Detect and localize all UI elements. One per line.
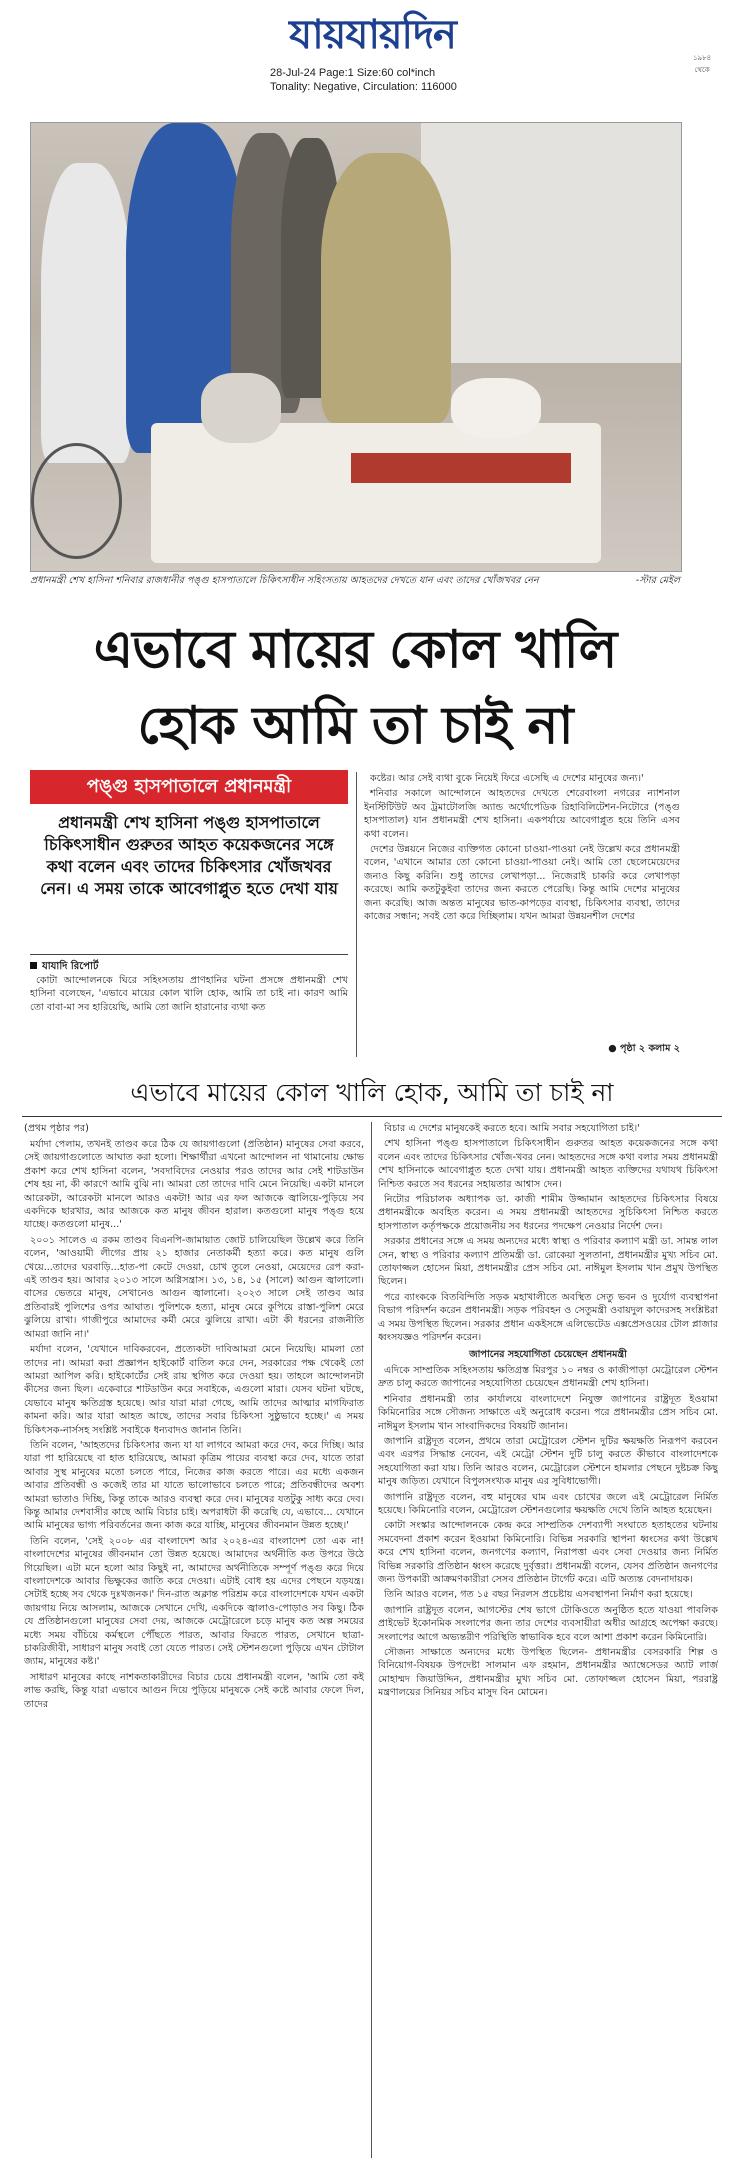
body-paragraph: এদিকে সাম্প্রতিক সহিংসতায় ক্ষতিগ্রস্ত মিরপুর ১০ নম্বর ও কাজীপাড়া মেট্রোরেল স্টেশন দ্রুত চালু করতে জাপানের সহযোগিতা চেয়েছেন প্রধানমন্ত্রী শেখ হাসিনা। [378,1364,718,1390]
continued-marker: ● পৃষ্ঠা ২ কলাম ২ [608,1043,680,1054]
body-paragraph: জাপানি রাষ্ট্রদূত বলেন, আগস্টের শেষ ভাগে টোকিওতে অনুষ্ঠিত হতে যাওয়া পাবলিক প্রাইভেট ইকোনমিক সংলাপের জন্য তার দেশের ব্যবসায়ীরা অধীর আগ্রহে অপেক্ষা করছে। সংলাপের আগে অভ্যন্তরীণ পরিস্থিতি স্বাভাবিক হবে বলে আশা প্রকাশ করেন কিমিনোরি। [378,1604,718,1643]
body-paragraph: মর্যাদা বলেন, 'যেখানে দাবিকরবেন, প্রত্যেকটা দাবিআমরা মেনে নিয়েছি। মামলা তো তাদের না। আমরা করা প্রজ্ঞাপন হাইকোর্ট বাতিল করে দেন, সরকারের পক্ষ থেকেই তো আমরা আপিল করি। হাইকোর্টের সেই রায় স্থগিত করে দেওয়া হয়। তাহলে আন্দোলনটা কীসের জন্য ছিল। একেবারে শাটডাউন করে সবাইকে, এগুলো মারা। যেসব ঘটনা ঘটছে, যেভাবে মানুষ ক্ষতিগ্রস্ত হয়েছে। আর যারা মারা গেছে, আমি তাদের আত্মার মাগফিরাত কামনা করি। আর যারা আহত আছে, তাদের সবার চিকিৎসা সুষ্ঠুভাবে হচ্ছে।' এ সময় চিকিৎসক-নার্সসহ সংশ্লিষ্ট সবাইকে ধন্যবাদও জানান তিনি। [24,1344,364,1436]
photo-figure [321,153,451,423]
body-paragraph: সরকার প্রধানের সঙ্গে এ সময় অন্যদের মধ্যে স্বাস্থ্য ও পরিবার কল্যাণ মন্ত্রী ডা. সামন্ত লাল সেন, স্বাস্থ্য ও পরিবার কল্যাণ প্রতিমন্ত্রী ডা. রোকেয়া সুলতানা, প্রধানমন্ত্রীর মুখ্য সচিব মো. তোফাজ্জল হোসেন মিয়া, প্রধানমন্ত্রীর প্রেস সচিব মো. নাঈমুল ইসলাম খান প্রমুখ উপস্থিত ছিলেন। [378,1236,718,1288]
column-divider [371,1122,372,2158]
body-paragraph: তিনি বলেন, 'সেই ২০০৮ এর বাংলাদেশ আর ২০২৪-এর বাংলাদেশ তো এক না! বাংলাদেশের মানুষের জীবনমান তো উন্নত হয়েছে। আমাদের অর্থনীতি কত উপরে উঠে গিয়েছিল। এটা মনে হলো আর কিছুই না, আমাদের অর্থনীতিকে সম্পূর্ণ পঙ্গু করে দিয়ে বাংলাদেশকে আবার ভিক্ষুকের জাতি করে দেওয়া। এটাই বোধ হয় এদের পেছনে যড়যন্ত্র। সেটাই হচ্ছে সব থেকে দুঃখজনক।' দিন-রাত অক্লান্ত পরিশ্রম করে বাংলাদেশকে যখন একটা জায়গায় নিয়ে আসলাম, আজকে সেখানে দেখি, একদিকে জ্বালাও-পোড়াও সব কিছু। ঠিক যে প্রতিষ্ঠানগুলো মানুষের সেবা দেয়, আজকে মেট্রোরেলে চড়ে মানুষ কত অল্প সময়ের মধ্যে সময় বাঁচিয়ে কর্মস্থলে পৌঁছতে পারত, আবার ফিরতে পারত, সেখানে ছাত্রা-চাকরিজীবী, সাধারণ মানুষ সবাই তো যেতে পারত। সেই স্টেশনগুলো পুড়িয়ে এখন টোটাল জ্যাম, মানুষের কষ্ট।' [24,1535,364,1668]
caption-text: প্রধানমন্ত্রী শেখ হাসিনা শনিবার রাজধানীর পঙ্গু হাসপাতালে চিকিৎসাধীন সহিংসতায় আহতদের দেখতে যান এবং তাদের খোঁজখবর নেন [30,575,539,586]
body-paragraph: শেখ হাসিনা পঙ্গু হাসপাতালে চিকিৎসাধীন গুরুতর আহত কয়েকজনের সঙ্গে কথা বলেন এবং তাদের চিকিৎসার খোঁজ-খবর নেন। আহতদের সঙ্গে কথা বলার সময় প্রধানমন্ত্রী শেখ হাসিনাকে আবেগাপ্লুত হতে দেখা যায়। প্রধানমন্ত্রী আহত ব্যক্তিদের যথাযথ চিকিৎসা নিশ্চিত করতে সব ধরনের সহায়তার আশ্বাস দেন। [378,1138,718,1190]
photo-pillow [201,373,281,443]
photo-figure [41,163,131,463]
photo-credit: -স্টার মেইল [635,575,680,586]
photo-blanket [351,453,571,483]
jump-page-clipping [22,1070,722,2160]
body-paragraph: জাপানি রাষ্ট্রদূত বলেন, প্রথমে তারা মেট্রোরেল স্টেশন দুটির ক্ষয়ক্ষতি নিরূপণ করবেন এবং এরপর সিদ্ধান্ত নেবেন, এই মেট্রো স্টেশন দুটি চালু করতে কীভাবে বাংলাদেশকে সহযোগিতা করা যায়। তিনি আরও বলেন, মেট্রোরেল স্টেশনে হামলার পেছনে দুষ্টচক্র কিছু মানুষ জড়িত। যেখানে বিপুলসংখ্যক মানুষ এর সুবিধাভোগী। [378,1435,718,1488]
from-front-page: (প্রথম পৃষ্ঠার পর) [24,1123,89,1134]
body-paragraph: কোটা আন্দোলনকে ঘিরে সহিংসতায় প্রাণহানির ঘটনা প্রসঙ্গে প্রধানমন্ত্রী শেখ হাসিনা বলেছেন, 'এভাবে মায়ের কোল খালি হোক, আমি তা চাই না। কারণ আমি তো বাবা-মা সব হারিয়েছি, আমি তো জানি হারানোর ব্যথা কত [30,975,348,1013]
body-paragraph: ২০০১ সালেও এ রকম তাণ্ডব বিএনপি-জামায়াত জোট চালিয়েছিল উল্লেখ করে তিনি বলেন, 'আওয়ামী লীগের প্রায় ২১ হাজার নেতাকর্মী হত্যা করে। কত মানুষ গুলি খেয়ে...তাদের ঘরবাড়ি...হাত-পা কেটে দেওয়া, চোখ তুলে নেওয়া, মেয়েদের রেপ করা- এই তাণ্ডব হয়। আবার ২০১৩ সালে অগ্নিসন্ত্রাস। ১৩, ১৪, ১৫ (সালে) আগুন জ্বালালো। বাসের ভেতরে মানুষ, সেখানেও আগুন জ্বালানো। ২০২৩ সালে সেই তাণ্ডব আর প্রতিবারই পুলিশের ওপর আঘাত। পুলিশকে হত্যা, মানুষ মেরে কুপিয়ে রাস্তা-পুলিশ মেরে ঝুলিয়ে রাখা। গাজীপুরে আমাদের কর্মী মেরে ঝুলিয়ে রাখা। এটা কী ধরনের রাজনীতি আমরা জানি না।' [24,1234,364,1340]
photo-fan [31,443,122,559]
body-paragraph: জাপানি রাষ্ট্রদূত বলেন, বহু মানুষের ঘাম এবং চোখের জলে এই মেট্রোরেল নির্মিত হয়েছে। কিমিনোরি বলেন, মেট্রোরেল স্টেশনগুলোর ক্ষয়ক্ষতি দেখে তিনি আহত হয়েছেন। [378,1491,718,1516]
body-paragraph: মর্যাদা পেলাম, তখনই তাণ্ডব করে ঠিক যে জায়গাগুলো (প্রতিষ্ঠান) মানুষের সেবা করবে, সেই জায়গাগুলোতে আঘাত করা হলো। শিক্ষার্থীরা এখনো আন্দোলন না থামানোয় ক্ষোভ প্রকাশ করে শেখ হাসিনা বলেন, 'সবদাবিদের নেওয়ার পরও তাদের আর সেই শাটডাউন শেষ হয় না, কী কারণে আমি বুঝি না। আমরা তো তাদের দাবি মেনে নিয়েছি। একটা মানলে আরেকটা, আরেকটা মানলে আরও একটা! আর এর ফল আজকে জ্বালিয়ে-পুড়িয়ে সব একদিকে ছারখার, আর আজকে কত মানুষ জীবন হারাল। কতগুলো মানুষ পঙ্গু হয়ে যাচ্ছে। কতগুলো মানুষ...' [24,1139,364,1231]
photo-caption [30,574,680,587]
logo-text: যায়যায়দিন [289,12,456,58]
body-paragraph: কোটা সংস্কার আন্দোলনকে কেন্দ্র করে সাম্প্রতিক দেশব্যাপী সংঘাতে হতাহতের ঘটনায় সমবেদনা প্রকাশ করেন ইওয়ামা কিমিনোরি। বিভিন্ন সরকারি স্থাপনা ধ্বংসের কথা উল্লেখ করে শেখ হাসিনা বলেন, জনগণের কল্যাণ, নিরাপত্তা এবং সেবা দেওয়ার জন্য নির্মিত বিভিন্ন সরকারি প্রতিষ্ঠান ধ্বংস করেছে দুর্বৃত্তরা। প্রধানমন্ত্রী বলেন, যেসব প্রতিষ্ঠান জনগণের জন্য উপকারী আক্রমণকারীরা সেসব প্রতিষ্ঠান টার্গেট করে। এটি অত্যন্ত বেদনাদায়ক। [378,1520,718,1585]
body-paragraph: শনিবার সকালে আন্দোলনে আহতদের দেখতে শেরেবাংলা নগরের ন্যাশনাল ইনস্টিটিউট অব ট্রমাটোলজি অ্যান্ড অর্থোপেডিক রিহাবিলিটেশন-নিটোরে (পঙ্গু হাসপাতাল) যান প্রধানমন্ত্রী শেখ হাসিনা। একপর্যায়ে আবেগাপ্লুত হয়ে তিনি এসব কথা বলেন। [364,788,680,840]
kicker-bar: পঙ্গু হাসপাতালে প্রধানমন্ত্রী [30,770,348,804]
meta-line-date: 28-Jul-24 Page:1 Size:60 col*inch [270,67,436,79]
jump-column-1 [24,1138,364,2158]
front-body-right [364,772,680,1042]
jump-column-2 [378,1122,718,2158]
body-paragraph: তিনি আরও বলেন, গত ১৫ বছর নিরলস প্রচেষ্টায় এসবস্থাপনা নির্মাণ করা হয়েছে। [384,1589,693,1601]
photo-wall [421,123,681,363]
clipping-metadata [270,66,590,94]
front-page-clipping [22,122,684,1059]
body-paragraph: দেশের উন্নয়নে নিজের ব্যক্তিগত কোনো চাওয়া-পাওয়া নেই উল্লেখ করে প্রধানমন্ত্রী বলেন, 'এখানে আমার তো কোনো চাওয়া-পাওয়া নেই। আমি তো ছেলেমেয়েদের জন্যও কিছু করিনি। শুধু তাদের লেখাপড়া... নিজেরাই চাকরি করে লেখাপড়া করেছে। আমি কতটুকুইবা তাদের জন্য করতে পেরেছি। কিন্তু আমি দেশের মানুষের জন্য করেছি। আজ অন্তত মানুষের ভাত-কাপড়ের ব্যবস্থা, চিকিৎসার ব্যবস্থা, তাদের কাজের সন্ধান; সবই তো করে দিচ্ছিলাম। যখন আমরা উন্নয়নশীল দেশের [364,844,680,923]
bullet-square-icon [30,962,37,969]
headline-line-2: হোক আমি তা চাই না [137,696,573,756]
jump-headline: এভাবে মায়ের কোল খালি হোক, আমি তা চাই না [22,1070,722,1117]
body-paragraph: সৌজন্য সাক্ষাতে অন্যদের মধ্যে উপস্থিত ছিলেন- প্রধানমন্ত্রীর বেসরকারি শিল্প ও বিনিয়োগ-বিষয়ক উপদেষ্টা সালমান এফ রহমান, প্রধানমন্ত্রীর অ্যাম্বেসেডর অ্যাট লার্জ মোহাম্মদ জিয়াউদ্দিন, প্রধানমন্ত্রীর মুখ্য সচিব মো. তোফাজ্জল হোসেন মিয়া, পররাষ্ট্র মন্ত্রণালয়ের সিনিয়র সচিব মাসুদ বিন মোমেন। [378,1647,718,1699]
photo-pillow [451,378,541,438]
body-paragraph: পরে ব্যাংককে বিতবিন্দিতি সড়ক মহাখালীতে অবস্থিত সেতু ভবন ও দুর্যোগ ব্যবস্থাপনা বিভাগ পরিদর্শন করেন প্রধানমন্ত্রী। সড়ক পরিবহন ও সেতুমন্ত্রী ওবায়দুল কাদেরসহ সংশ্লিষ্টরা এ সময় উপস্থিত ছিলেন। সরকার প্রধান একইসঙ্গে এলিভেটেড এক্সপ্রেসওয়ের টোল প্লাজার ধ্বংসযজ্ঞও পরিদর্শন করেন। [378,1291,718,1344]
reporter-byline [30,954,348,976]
body-paragraph: শনিবার প্রধানমন্ত্রী তার কার্যালয়ে বাংলাদেশে নিযুক্ত জাপানের রাষ্ট্রদূত ইওয়ামা কিমিনোরির সঙ্গে সৌজন্য সাক্ষাতে এই অনুরোধ করেন। পরে প্রধানমন্ত্রীর প্রেস সচিব মো. নাঈমুল ইসলাম খান সাংবাদিকদের বিষয়টি জানান। [378,1393,718,1432]
subheading: জাপানের সহযোগিতা চেয়েছেন প্রধানমন্ত্রী [469,1348,627,1360]
news-photo [30,122,682,572]
hospital-bed [151,423,601,563]
body-paragraph: তিনি বলেন, 'আহতদের চিকিৎসার জন্য যা যা লাগবে আমরা করে দেব, করে দিচ্ছি। আর যারা পা হারিয়েছে বা হাত হারিয়েছে, আমরা কৃত্রিম পায়ের ব্যবস্থা করে দেব, যাতে তারা আবার সুস্থ মানুষের মতো চলতে পারে, নিজের কাজ করতে পারে। এর মধ্যে একজন আবার প্রতিবন্ধী ও কজেই তার মা যাতে ভালোভাবে চলতে পারে; প্রতিবন্ধীদের অবশ্য আমরা ভাতাও দিচ্ছি, কিন্তু তাকে আরও ব্যবস্থা করে দেব। মানুষের যতটুকু সাধ্য করে দেব। কিন্তু আমার দেশবাসীর কাছে আমি বিচার চাই। অপরাধটা কী করেছি যে, এভাবে... যেখানে আমি মানুষের ভাগ্য পরিবর্তনের জন্য কাজ করে যাচ্ছি, মানুষের জীবনমান উন্নত হচ্ছে।' [24,1439,364,1532]
column-divider [356,772,357,1057]
body-paragraph: কষ্টের। আর সেই ব্যথা বুকে নিয়েই ফিরে এসেছি এ দেশের মানুষের জন্য।' [370,773,644,784]
body-paragraph: সাধারণ মানুষের কাছে নাশকতাকারীদের বিচার চেয়ে প্রধানমন্ত্রী বলেন, 'আমি তো কই লাভ করছি, কিন্তু যারা এভাবে আগুন দিয়ে পুড়িয়ে মানুষকে সেই কষ্টে আবার ফেলে দিল, তাদের [24,1671,364,1710]
body-paragraph: নিটোর পরিচালক অধ্যাপক ডা. কাজী শামীম উজ্জামান আহতদের চিকিৎসার বিষয়ে প্রধানমন্ত্রীকে অবহিত করেন। এ সময় প্রধানমন্ত্রী আহতদের সুচিকিৎসা নিশ্চিত করতে হাসপাতাল কর্তৃপক্ষকে প্রয়োজনীয় সব ধরনের পদক্ষেপ নেওয়ার নির্দেশ দেন। [378,1194,718,1232]
headline-line-1: এভাবে মায়ের কোল খালি [93,620,617,680]
logo-subtext: ১৯৮৪ থেকে [693,54,712,74]
reporter-name: যাযাদি রিপোর্ট [42,961,99,972]
meta-line-tonality: Tonality: Negative, Circulation: 116000 [270,81,457,93]
deck-text: প্রধানমন্ত্রী শেখ হাসিনা পঙ্গু হাসপাতালে চিকিৎসাধীন গুরুতর আহত কয়েকজনের সঙ্গে কথা বলেন এবং তাদের চিকিৎসার খোঁজখবর নেন। এ সময় তাকে আবেগাপ্লুত হতে দেখা যায় [40,813,338,898]
masthead [0,0,741,120]
body-paragraph: বিচার এ দেশের মানুষকেই করতে হবে। আমি সবার সহযোগিতা চাই।' [384,1123,640,1134]
front-body-left [30,974,348,1054]
front-headline [30,612,680,764]
